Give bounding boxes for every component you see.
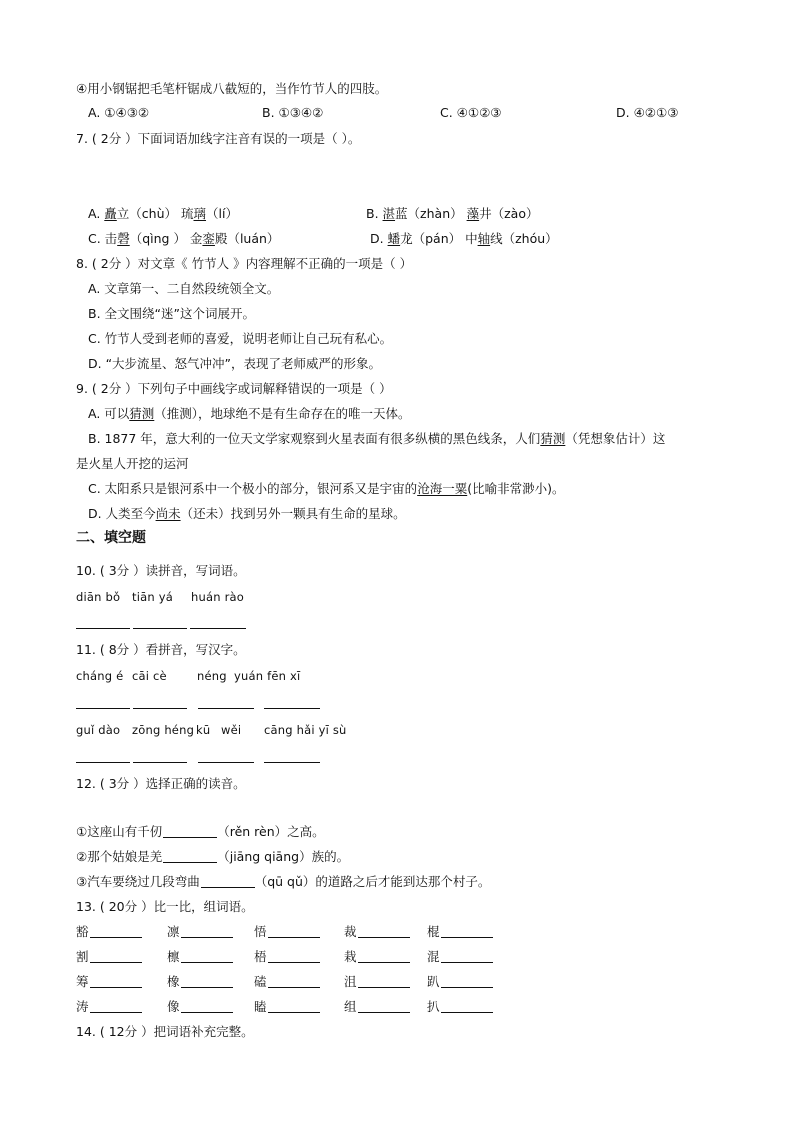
- q11-stem: 11. ( 8分 ）看拼音，写汉字。: [76, 642, 246, 657]
- item-text: ①这座山有千仞: [76, 824, 163, 839]
- q7-choice-a[interactable]: [88, 206, 238, 222]
- q8-choice-d[interactable]: D. “大步流星、怒气冲冲”，表现了老师威严的形象。: [88, 356, 382, 371]
- q7-choice-b[interactable]: [366, 206, 538, 222]
- answer-blank[interactable]: [181, 975, 233, 988]
- q14-stem: 14. ( 12分 ）把词语补充完整。: [76, 1024, 254, 1039]
- q13-cell: [254, 999, 320, 1015]
- answer-blank[interactable]: [90, 925, 142, 938]
- underlined-char: 藻: [466, 206, 480, 221]
- q13-cell: [76, 949, 142, 965]
- underlined-char: 蟠: [387, 231, 401, 246]
- answer-blank[interactable]: [358, 925, 410, 938]
- q13-cell: [344, 974, 410, 990]
- q13-char: 瞌: [254, 999, 267, 1014]
- q13-char: 裁: [344, 924, 357, 939]
- q11-pinyin: cháng é: [76, 669, 124, 683]
- q13-char: 磕: [254, 974, 267, 989]
- answer-blank[interactable]: [441, 1000, 493, 1013]
- q13-cell: [254, 949, 320, 965]
- q13-cell: [427, 949, 493, 965]
- q13-char: 割: [76, 949, 89, 964]
- q13-cell: [427, 999, 493, 1015]
- answer-blank[interactable]: [90, 950, 142, 963]
- underlined-word: 猜测: [129, 406, 155, 421]
- choice-text: （还未）找到另外一颗具有生命的星球。: [180, 506, 406, 521]
- answer-blank[interactable]: [76, 762, 130, 763]
- q6-choice-d[interactable]: D. ④②①③: [616, 105, 679, 120]
- q7-choice-c[interactable]: [88, 231, 279, 247]
- answer-blank[interactable]: [441, 950, 493, 963]
- answer-blank[interactable]: [198, 762, 254, 763]
- answer-blank[interactable]: [358, 975, 410, 988]
- choice-text: （推测），地球绝不是有生命存在的唯一天体。: [154, 406, 411, 421]
- q8-choice-b[interactable]: B. 全文围绕“迷”这个词展开。: [88, 306, 255, 321]
- choice-text: 龙（pán） 中: [400, 231, 478, 246]
- q10-stem: 10. ( 3分 ）读拼音，写词语。: [76, 563, 246, 578]
- choice-text: 蓝（zhàn）: [395, 206, 467, 221]
- q13-cell: [167, 974, 233, 990]
- underlined-char: 矗: [104, 206, 117, 221]
- q13-cell: [167, 949, 233, 965]
- answer-blank[interactable]: [201, 875, 255, 888]
- q13-cell: [344, 924, 410, 940]
- q13-cell: [167, 924, 233, 940]
- choice-text: B. 1877 年，意大利的一位天文学家观察到火星表面有很多纵横的黑色线条，人们: [88, 431, 541, 446]
- q11-pinyin: néng: [197, 669, 227, 683]
- q6-choice-b[interactable]: B. ①③④②: [262, 105, 324, 120]
- q13-char: 悟: [254, 924, 267, 939]
- underlined-word: 猜测: [540, 431, 566, 446]
- choice-label: C. 击: [88, 231, 118, 246]
- answer-blank[interactable]: [133, 762, 187, 763]
- item-text: （jiāng qiāng）族的。: [217, 849, 350, 864]
- q8-choice-c[interactable]: C. 竹节人受到老师的喜爱，说明老师让自己玩有私心。: [88, 331, 393, 346]
- q11-pinyin: wěi: [221, 723, 242, 737]
- q13-cell: [344, 949, 410, 965]
- answer-blank[interactable]: [441, 975, 493, 988]
- q6-option-4-text: ④用小钢锯把毛笔杆锯成八截短的，当作竹节人的四肢。: [76, 81, 388, 96]
- answer-blank[interactable]: [90, 975, 142, 988]
- choice-text: （lí）: [206, 206, 238, 221]
- answer-blank[interactable]: [268, 975, 320, 988]
- q8-stem: 8. ( 2分 ）对文章《 竹节人 》内容理解不正确的一项是（ ）: [76, 256, 413, 271]
- q10-pinyin: huán rào: [191, 590, 244, 604]
- q13-grid: [76, 924, 516, 1024]
- q13-cell: [254, 924, 320, 940]
- q11-pinyin: cāi cè: [132, 669, 167, 683]
- underlined-word: 尚未: [155, 506, 181, 521]
- q13-char: 趴: [427, 974, 440, 989]
- answer-blank[interactable]: [264, 708, 320, 709]
- answer-blank[interactable]: [76, 708, 130, 709]
- answer-blank[interactable]: [90, 1000, 142, 1013]
- q13-char: 棍: [427, 924, 440, 939]
- q13-cell: [76, 999, 142, 1015]
- answer-blank[interactable]: [268, 950, 320, 963]
- q13-char: 筹: [76, 974, 89, 989]
- answer-blank[interactable]: [181, 1000, 233, 1013]
- q11-pinyin: zōng héng: [132, 723, 195, 737]
- q13-stem: 13. ( 20分 ）比一比，组词语。: [76, 899, 254, 914]
- item-text: （qū qǔ）的道路之后才能到达那个村子。: [254, 874, 491, 889]
- q13-cell: [427, 974, 493, 990]
- q13-char: 栽: [344, 949, 357, 964]
- q6-choice-a[interactable]: A. ①④③②: [88, 105, 150, 120]
- q7-choice-d[interactable]: [370, 231, 558, 247]
- item-text: ②那个姑娘是羌: [76, 849, 163, 864]
- answer-blank[interactable]: [133, 708, 187, 709]
- choice-text: 井（zào）: [479, 206, 539, 221]
- choice-text: D. 人类至今: [88, 506, 156, 521]
- q9-choice-c[interactable]: [88, 481, 564, 497]
- q13-char: 混: [427, 949, 440, 964]
- answer-blank[interactable]: [181, 950, 233, 963]
- q13-char: 沮: [344, 974, 357, 989]
- q9-choice-a[interactable]: [88, 406, 411, 422]
- q13-char: 扒: [427, 999, 440, 1014]
- answer-blank[interactable]: [268, 1000, 320, 1013]
- answer-blank[interactable]: [190, 628, 246, 629]
- choice-label: A.: [88, 206, 105, 221]
- item-text: （rěn rèn）之高。: [217, 824, 325, 839]
- q13-char: 檩: [167, 949, 180, 964]
- answer-blank[interactable]: [268, 925, 320, 938]
- choice-label: B.: [366, 206, 383, 221]
- q11-pinyin: cāng hǎi yī sù: [264, 723, 347, 737]
- item-text: ③汽车要绕过几段弯曲: [76, 874, 200, 889]
- answer-blank[interactable]: [198, 708, 254, 709]
- q13-cell: [76, 924, 142, 940]
- answer-blank[interactable]: [163, 850, 217, 863]
- underlined-char: 磬: [117, 231, 130, 246]
- choice-text: 线（zhóu）: [490, 231, 558, 246]
- q13-cell: [254, 974, 320, 990]
- underlined-char: 銮: [202, 231, 215, 246]
- answer-blank[interactable]: [133, 628, 187, 629]
- choice-text: C. 太阳系只是银河系中一个极小的部分，银河系又是宇宙的: [88, 481, 418, 496]
- q13-char: 梧: [254, 949, 267, 964]
- q11-pinyin: xī: [290, 669, 301, 683]
- q9-stem: 9. ( 2分 ）下列句子中画线字或词解释错误的一项是（ ）: [76, 381, 392, 396]
- q13-char: 像: [167, 999, 180, 1014]
- q12-item-3: [76, 874, 490, 890]
- answer-blank[interactable]: [358, 1000, 410, 1013]
- section-title: 二、填空题: [76, 530, 146, 546]
- q8-choice-a[interactable]: A. 文章第一、二自然段统领全文。: [88, 281, 280, 296]
- underlined-char: 轴: [477, 231, 491, 246]
- q13-cell: [167, 999, 233, 1015]
- q13-cell: [76, 974, 142, 990]
- underlined-word: 沧海一粟: [417, 481, 468, 496]
- q13-cell: [344, 999, 410, 1015]
- q10-pinyin: diān bǒ: [76, 590, 121, 604]
- q13-char: 凛: [167, 924, 180, 939]
- choice-text: 立（chù） 琉: [116, 206, 194, 221]
- q12-stem: 12. ( 3分 ）选择正确的读音。: [76, 776, 246, 791]
- answer-blank[interactable]: [181, 925, 233, 938]
- q10-pinyin: tiān yá: [132, 590, 173, 604]
- q13-char: 橡: [167, 974, 180, 989]
- q9-choice-d[interactable]: [88, 506, 406, 522]
- q13-char: 豁: [76, 924, 89, 939]
- answer-blank[interactable]: [358, 950, 410, 963]
- q7-stem: 7. ( 2分 ）下面词语加线字注音有误的一项是（ ）。: [76, 131, 361, 146]
- q9-choice-b[interactable]: [88, 431, 665, 447]
- choice-label: D.: [370, 231, 388, 246]
- q11-pinyin: guǐ dào: [76, 723, 121, 737]
- q13-cell: [427, 924, 493, 940]
- underlined-char: 湛: [382, 206, 396, 221]
- answer-blank[interactable]: [264, 762, 320, 763]
- q11-pinyin: kū: [196, 723, 211, 737]
- q9-choice-b-continued: 是火星人开挖的运河: [76, 456, 189, 471]
- q13-char: 组: [344, 999, 357, 1014]
- q12-item-2: [76, 849, 349, 865]
- q11-pinyin: yuán fēn: [234, 669, 287, 683]
- choice-text: A. 可以: [88, 406, 130, 421]
- q6-choice-c[interactable]: C. ④①②③: [440, 105, 502, 120]
- answer-blank[interactable]: [441, 925, 493, 938]
- choice-text: （qìng ） 金: [129, 231, 203, 246]
- q12-item-1: [76, 824, 325, 840]
- underlined-char: 璃: [193, 206, 207, 221]
- answer-blank[interactable]: [76, 628, 130, 629]
- choice-text: (比喻非常渺小)。: [467, 481, 565, 496]
- q13-char: 涛: [76, 999, 89, 1014]
- answer-blank[interactable]: [163, 825, 217, 838]
- choice-text: （凭想象估计）这: [565, 431, 666, 446]
- choice-text: 殿（luán）: [214, 231, 280, 246]
